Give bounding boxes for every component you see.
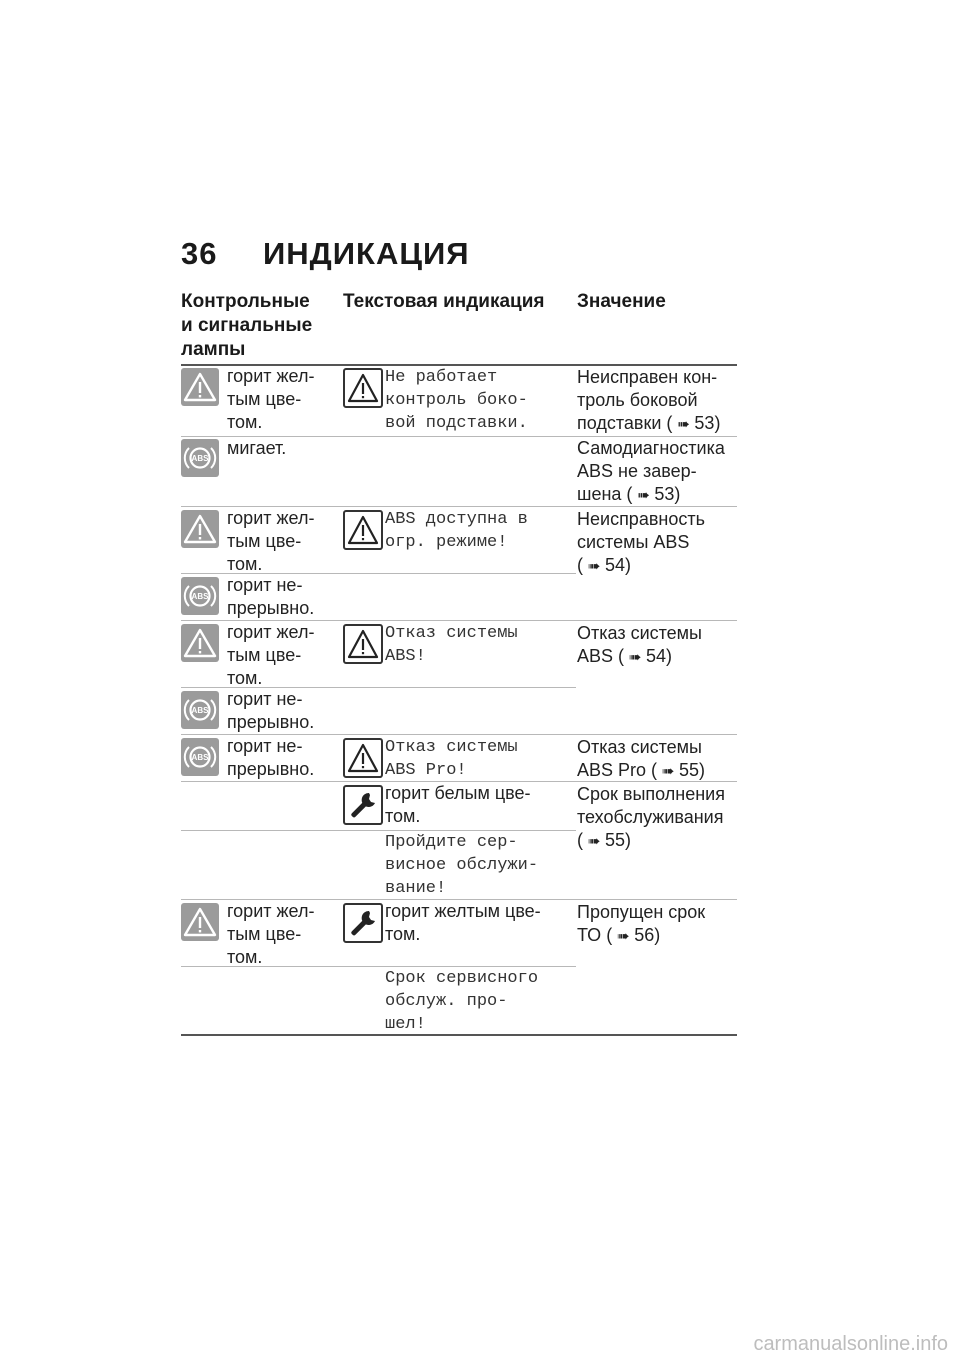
- reference-arrow-icon: ➠: [587, 833, 601, 850]
- svg-text:ABS: ABS: [191, 592, 209, 601]
- row3-meaning: Неисправность системы ABS ( ➠ 54): [577, 508, 737, 578]
- abs-icon: [181, 738, 219, 776]
- row1-condition: горит жел- тым цве- том.: [227, 366, 315, 432]
- row8-meaning: Срок выполнения техобслуживания ( ➠ 55): [577, 783, 737, 853]
- row9-text-indication: Срок сервисного обслуж. про- шел!: [385, 969, 539, 1034]
- page-ref-link[interactable]: 56): [634, 925, 661, 945]
- row7-meaning: Отказ системы ABS Pro ( ➠ 55): [577, 736, 737, 783]
- row8-condition: горит белым цве- том.: [385, 783, 531, 826]
- row5-condition: горит жел- тым цве- том.: [227, 622, 315, 688]
- reference-arrow-icon: ➠: [587, 558, 601, 575]
- abs-icon: [181, 577, 219, 615]
- wrench-icon: [343, 903, 383, 943]
- warning-triangle-icon: [343, 368, 383, 408]
- warning-triangle-icon: [343, 510, 383, 550]
- row3-condition: горит жел- тым цве- том.: [227, 508, 315, 574]
- row9-meaning: Пропущен срок ТО ( ➠ 56): [577, 901, 737, 948]
- row5-meaning: Отказ системы ABS ( ➠ 54): [577, 622, 737, 669]
- warning-triangle-icon: [181, 368, 219, 406]
- svg-text:ABS: ABS: [191, 706, 209, 715]
- warning-triangle-icon: [343, 738, 383, 778]
- reference-arrow-icon: ➠: [677, 416, 690, 433]
- row1-text-indication: Не работает контроль боко- вой подставки.: [385, 368, 528, 433]
- header-meaning: Значение: [577, 291, 666, 312]
- reference-arrow-icon: ➠: [661, 763, 675, 780]
- page-title: [181, 236, 470, 272]
- header-text: Текстовая индикация: [343, 291, 545, 312]
- row7-condition: горит не- прерывно.: [227, 736, 315, 779]
- row5-text-indication: Отказ системы ABS!: [385, 624, 518, 666]
- wrench-icon: [343, 785, 383, 825]
- abs-icon: [181, 439, 219, 477]
- row7-text-indication: Отказ системы ABS Pro!: [385, 738, 518, 780]
- row6-condition: горит не- прерывно.: [227, 689, 315, 732]
- page-ref-link[interactable]: 54): [646, 646, 673, 666]
- page-ref-link[interactable]: 55): [679, 760, 706, 780]
- reference-arrow-icon: ➠: [637, 487, 650, 504]
- row2-meaning: Самодиагностика ABS не завер- шена ( ➠ 53): [577, 437, 737, 507]
- header-lamps: Контрольные и сигнальные лампы: [181, 291, 313, 360]
- row2-condition: мигает.: [227, 438, 287, 458]
- watermark: carmanualsonline.info: [753, 1333, 948, 1355]
- abs-icon: [181, 691, 219, 729]
- page-ref-link[interactable]: 53): [694, 413, 721, 433]
- page-heading: ИНДИКАЦИЯ: [263, 236, 470, 271]
- page-ref-link[interactable]: 54): [605, 555, 632, 575]
- warning-triangle-icon: [181, 510, 219, 548]
- svg-text:ABS: ABS: [191, 454, 209, 463]
- row9-condition-left: горит жел- тым цве- том.: [227, 901, 315, 967]
- row8-text-indication: Пройдите сер- висное обслужи- вание!: [385, 833, 539, 898]
- svg-text:ABS: ABS: [191, 753, 209, 762]
- page-number: 36: [181, 236, 218, 271]
- row9-condition: горит желтым цве- том.: [385, 901, 541, 944]
- reference-arrow-icon: ➠: [628, 649, 642, 666]
- reference-arrow-icon: ➠: [616, 928, 630, 945]
- page-ref-link[interactable]: 55): [605, 830, 632, 850]
- page-ref-link[interactable]: 53): [654, 484, 681, 504]
- warning-triangle-icon: [181, 903, 219, 941]
- row3-text-indication: ABS доступна в огр. режиме!: [385, 510, 528, 552]
- warning-triangle-icon: [181, 624, 219, 662]
- row4-condition: горит не- прерывно.: [227, 575, 315, 618]
- warning-triangle-icon: [343, 624, 383, 664]
- row1-meaning: Неисправен кон- троль боковой подставки ( ➠ 53): [577, 366, 737, 436]
